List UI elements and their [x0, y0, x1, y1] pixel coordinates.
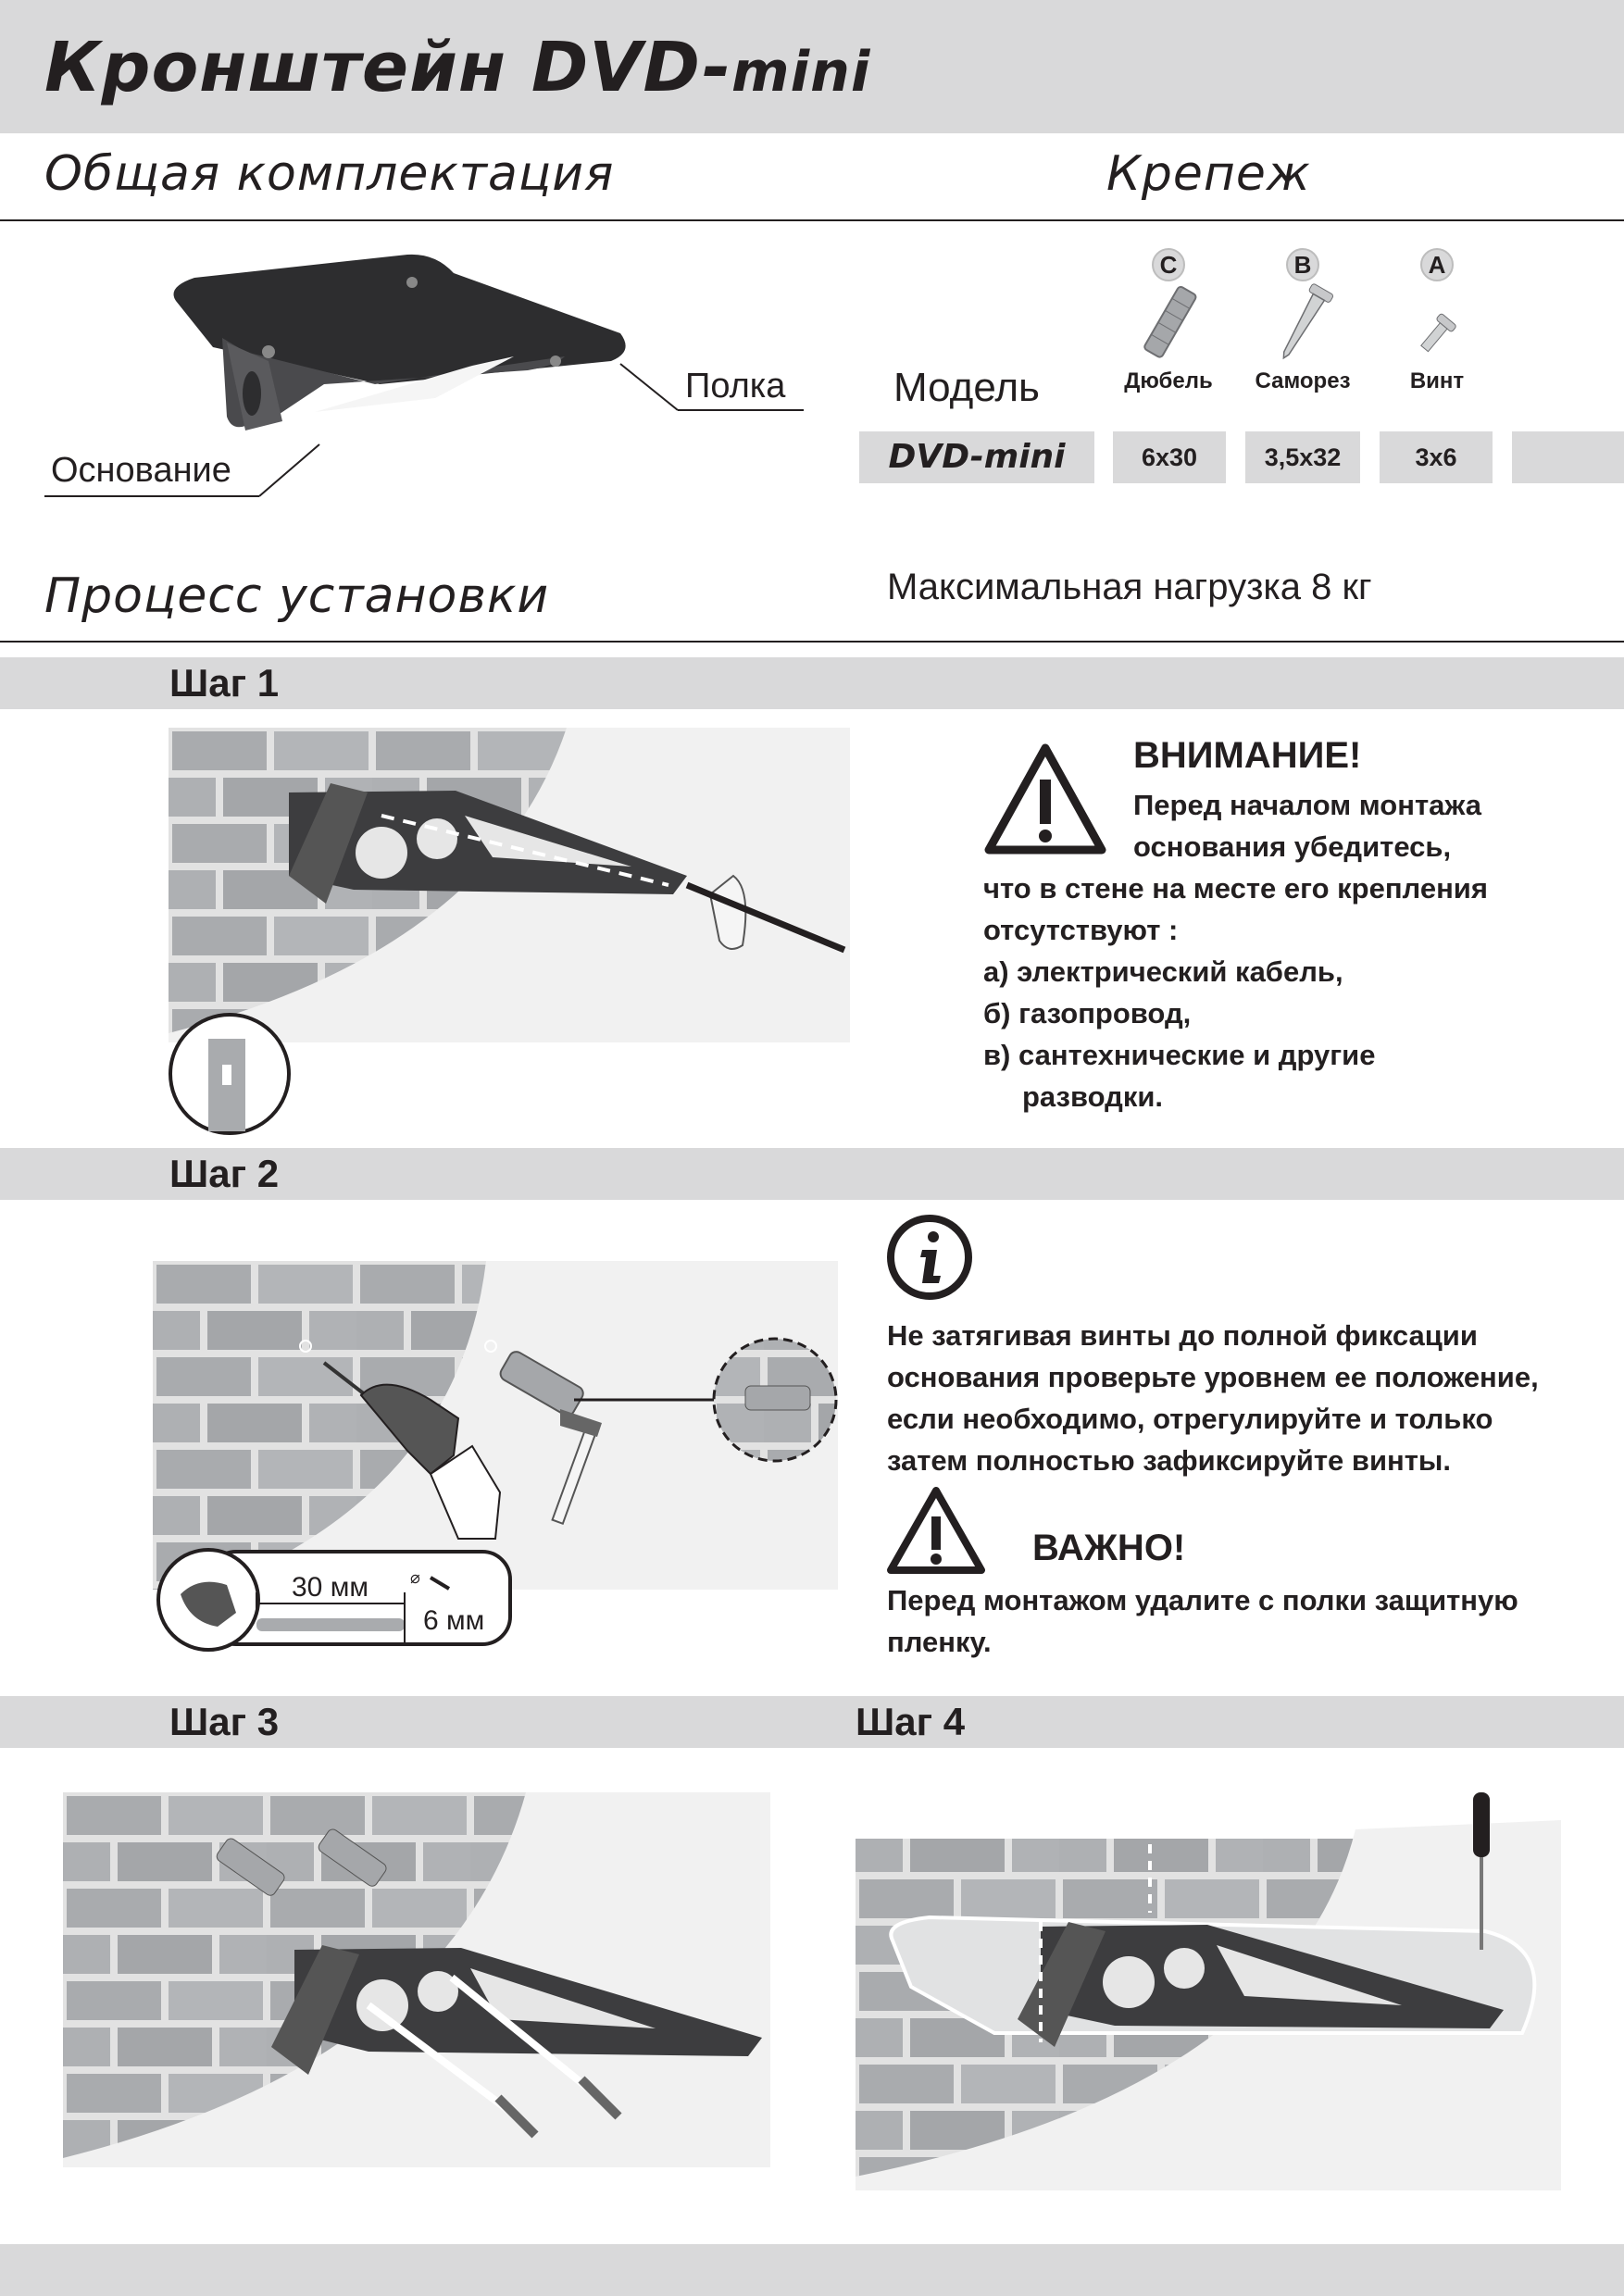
- drill-depth: 30 мм: [292, 1572, 369, 1603]
- warning-line: разводки.: [1022, 1080, 1164, 1113]
- fastener-screw: [1245, 248, 1360, 424]
- fastener-name: Винт: [1409, 368, 1465, 393]
- info-line: основания проверьте уровнем ее положение,: [887, 1361, 1539, 1393]
- info-line: Не затягивая винты до полной фиксации: [887, 1319, 1478, 1352]
- warning-line: в) сантехнические и другие: [983, 1039, 1376, 1071]
- step2-illustration: [153, 1261, 838, 1590]
- footer-band: [0, 2244, 1624, 2296]
- warning-triangle-icon: [983, 741, 1107, 855]
- fastener-bolt: [1380, 248, 1494, 424]
- max-load: Максимальная нагрузка 8 кг: [887, 567, 1372, 607]
- screw-icon: [1245, 281, 1360, 365]
- drill-spec-inset: [153, 1548, 514, 1652]
- fastener-name: Дюбель: [1124, 368, 1213, 393]
- size-cell: 3x6: [1380, 431, 1493, 483]
- step3-illustration: [63, 1792, 770, 2167]
- warning-line: основания убедитесь,: [1133, 830, 1452, 863]
- level-mark-inset: [167, 1009, 296, 1139]
- label-base: Основание: [51, 451, 231, 490]
- diameter-symbol: ⌀: [410, 1568, 420, 1587]
- step3-title: Шаг 3: [169, 1700, 280, 1743]
- fastener-letter: A: [1420, 248, 1454, 281]
- step1-illustration: [169, 728, 850, 1042]
- warning-line: б) газопровод,: [983, 997, 1192, 1029]
- size-cell: 6x30: [1113, 431, 1226, 483]
- model-cell: DVD-mini: [859, 431, 1094, 483]
- info-icon: [885, 1213, 974, 1302]
- step2-title: Шаг 2: [169, 1152, 280, 1195]
- important-line: пленку.: [887, 1626, 992, 1658]
- fasteners-heading: Крепеж: [1106, 146, 1311, 202]
- document-title: Кронштейн DVD-mini: [44, 28, 871, 107]
- divider: [0, 641, 1624, 643]
- info-line: если необходимо, отрегулируйте и только: [887, 1403, 1493, 1435]
- warning-line: что в стене на месте его крепления: [983, 872, 1488, 905]
- info-line: затем полностью зафиксируйте винты.: [887, 1444, 1451, 1477]
- divider: [0, 219, 1624, 221]
- kit-heading: Общая комплектация: [44, 146, 615, 202]
- step4-illustration: [856, 1783, 1561, 2190]
- warning-line: Перед началом монтажа: [1133, 789, 1481, 821]
- process-heading: Процесс установки: [44, 568, 550, 624]
- label-shelf: Полка: [685, 367, 786, 406]
- step4-title: Шаг 4: [856, 1700, 966, 1743]
- warning-line: а) электрический кабель,: [983, 955, 1343, 988]
- fastener-dowel: [1111, 248, 1226, 424]
- fastener-letter: B: [1286, 248, 1319, 281]
- step1-title: Шаг 1: [169, 661, 280, 705]
- size-cell: 3,5x32: [1245, 431, 1360, 483]
- model-header: Модель: [893, 365, 1040, 410]
- fastener-letter: C: [1152, 248, 1185, 281]
- drill-diameter: 6 мм: [423, 1605, 485, 1636]
- title-band: [0, 0, 1624, 133]
- important-line: Перед монтажом удалите с полки защитную: [887, 1584, 1518, 1616]
- dowel-icon: [1111, 281, 1226, 365]
- important-title: ВАЖНО!: [1032, 1528, 1186, 1568]
- warning-line: отсутствуют :: [983, 914, 1179, 946]
- warning-title: ВНИМАНИЕ!: [1133, 735, 1362, 776]
- fastener-name: Саморез: [1255, 368, 1351, 393]
- empty-cell: [1512, 431, 1624, 483]
- bolt-icon: [1380, 281, 1494, 365]
- important-triangle-icon: [885, 1483, 987, 1576]
